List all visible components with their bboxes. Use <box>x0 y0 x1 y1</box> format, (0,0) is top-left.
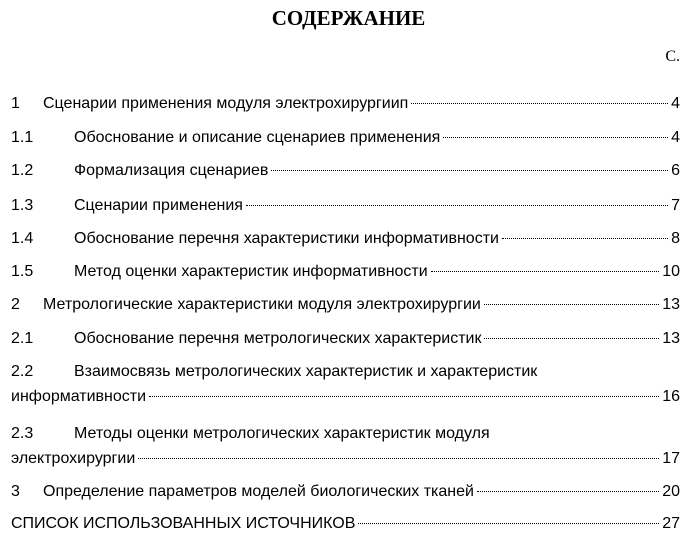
toc-entry-text: СПИСОК ИСПОЛЬЗОВАННЫХ ИСТОЧНИКОВ <box>11 515 356 532</box>
dot-leader <box>358 523 659 524</box>
page-column-label: С. <box>665 48 680 65</box>
dot-leader <box>246 205 668 206</box>
toc-entry-1-2[interactable] <box>11 161 680 181</box>
toc-entry-text-line2: информативности <box>11 388 147 405</box>
toc-entry-page: 4 <box>671 95 680 112</box>
toc-entry-number: 1 <box>11 95 20 112</box>
toc-entry-text: Сценарии применения <box>74 197 243 214</box>
toc-entry-page: 13 <box>662 296 680 313</box>
toc-entry-page: 8 <box>671 230 680 247</box>
toc-entry-text-line2: электрохирургии <box>11 450 136 467</box>
toc-entry-2-2-line2[interactable] <box>11 387 680 407</box>
toc-entry-text: Обоснование перечня метрологических характеристик <box>74 330 482 347</box>
toc-entry-number: 2.2 <box>11 363 34 380</box>
toc-entry-1-5[interactable] <box>11 262 680 282</box>
toc-entry-page: 10 <box>662 263 680 280</box>
dot-leader <box>477 491 659 492</box>
toc-entry-text: Метод оценки характеристик информативности <box>74 263 428 280</box>
toc-entry-1[interactable] <box>11 94 680 114</box>
dot-leader <box>484 338 659 339</box>
toc-entry-number: 1.5 <box>11 263 34 280</box>
toc-entry-text: Обоснование и описание сценариев применения <box>74 129 441 146</box>
dot-leader <box>411 103 668 104</box>
toc-entry-number: 2 <box>11 296 20 313</box>
toc-entry-2-2-line1[interactable] <box>11 362 680 382</box>
toc-entry-number: 1.3 <box>11 197 34 214</box>
toc-entry-text-line1: Взаимосвязь метрологических характеристик и характеристик <box>74 363 538 380</box>
toc-entry-1-1[interactable] <box>11 128 680 148</box>
toc-entry-text: Сценарии применения модуля электрохирургиип <box>43 95 409 112</box>
toc-entry-2[interactable] <box>11 295 680 315</box>
toc-entry-text: Определение параметров моделей биологических тканей <box>43 483 474 500</box>
toc-entry-page: 27 <box>662 515 680 532</box>
dot-leader <box>271 170 668 171</box>
toc-title: СОДЕРЖАНИЕ <box>271 6 426 30</box>
dot-leader <box>431 271 660 272</box>
toc-entry-number: 2.1 <box>11 330 34 347</box>
toc-entry-page: 20 <box>662 483 680 500</box>
toc-entry-number: 1.4 <box>11 230 34 247</box>
toc-entry-page: 13 <box>662 330 680 347</box>
toc-entry-page: 4 <box>671 129 680 146</box>
toc-entry-1-3[interactable] <box>11 196 680 216</box>
toc-entry-references[interactable] <box>11 514 680 534</box>
toc-entry-number: 1.1 <box>11 129 34 146</box>
dot-leader <box>149 396 659 397</box>
toc-entry-text: Метрологические характеристики модуля электрохирургии <box>43 296 481 313</box>
toc-entry-number: 2.3 <box>11 425 34 442</box>
toc-entry-page: 16 <box>662 388 680 405</box>
toc-entry-2-3-line2[interactable] <box>11 449 680 469</box>
toc-entry-text: Обоснование перечня характеристики информативности <box>74 230 499 247</box>
toc-entry-2-1[interactable] <box>11 329 680 349</box>
toc-entry-page: 17 <box>662 450 680 467</box>
dot-leader <box>443 137 668 138</box>
toc-entry-3[interactable] <box>11 482 680 502</box>
dot-leader <box>138 458 659 459</box>
toc-entry-number: 3 <box>11 483 20 500</box>
toc-entry-page: 7 <box>671 197 680 214</box>
toc-entry-text-line1: Методы оценки метрологических характеристик модуля <box>74 425 490 442</box>
dot-leader <box>502 238 668 239</box>
toc-entry-number: 1.2 <box>11 162 34 179</box>
toc-entry-page: 6 <box>671 162 680 179</box>
toc-entry-text: Формализация сценариев <box>74 162 269 179</box>
dot-leader <box>484 304 659 305</box>
toc-entry-1-4[interactable] <box>11 229 680 249</box>
toc-entry-2-3-line1[interactable] <box>11 424 680 444</box>
